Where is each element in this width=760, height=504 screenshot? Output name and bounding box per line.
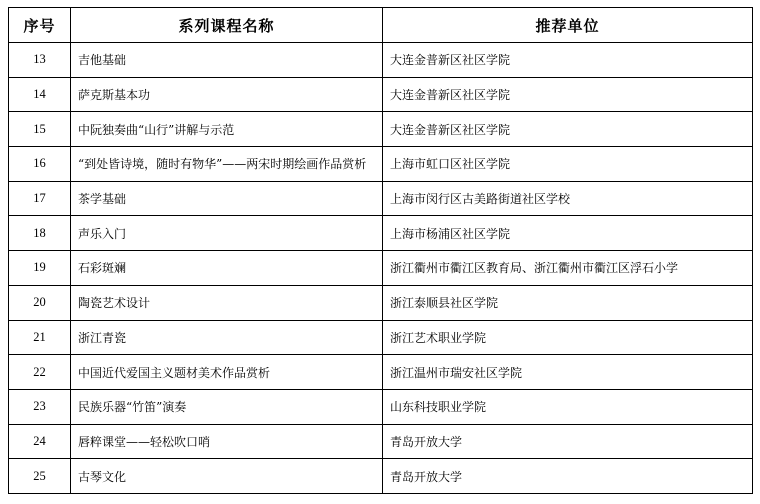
row-course: 唇粹课堂——轻松吹口哨: [71, 424, 383, 459]
row-index: 14: [9, 77, 71, 112]
table-row: [9, 147, 753, 182]
row-index: 16: [9, 147, 71, 182]
header-course: 系列课程名称: [71, 8, 383, 43]
row-course: 吉他基础: [71, 43, 383, 78]
table-row: [9, 43, 753, 78]
table-row: [9, 251, 753, 286]
row-course: 中阮独奏曲“山行”讲解与示范: [71, 112, 383, 147]
row-course: 茶学基础: [71, 181, 383, 216]
row-index: 21: [9, 320, 71, 355]
row-unit: 浙江温州市瑞安社区学院: [383, 355, 753, 390]
row-unit: 大连金普新区社区学院: [383, 43, 753, 78]
row-unit: 大连金普新区社区学院: [383, 77, 753, 112]
row-index: 23: [9, 389, 71, 424]
row-course: 萨克斯基本功: [71, 77, 383, 112]
row-unit: 青岛开放大学: [383, 459, 753, 494]
table-row: [9, 216, 753, 251]
row-course: “到处皆诗境，随时有物华”——两宋时期绘画作品赏析: [71, 147, 383, 182]
table-body: [9, 43, 753, 494]
table-row: [9, 389, 753, 424]
row-course: 声乐入门: [71, 216, 383, 251]
row-unit: 浙江衢州市衢江区教育局、浙江衢州市衢江区浮石小学: [383, 251, 753, 286]
row-unit: 上海市闵行区古美路街道社区学校: [383, 181, 753, 216]
table-row: [9, 459, 753, 494]
row-unit: 青岛开放大学: [383, 424, 753, 459]
header-row: [9, 8, 753, 43]
row-index: 18: [9, 216, 71, 251]
row-index: 25: [9, 459, 71, 494]
table-row: [9, 181, 753, 216]
table-row: [9, 355, 753, 390]
row-course: 古琴文化: [71, 459, 383, 494]
header-unit: 推荐单位: [383, 8, 753, 43]
course-table: [8, 7, 753, 494]
row-unit: 大连金普新区社区学院: [383, 112, 753, 147]
course-table-container: [8, 7, 753, 494]
header-index: 序号: [9, 8, 71, 43]
row-index: 17: [9, 181, 71, 216]
row-index: 20: [9, 285, 71, 320]
row-index: 19: [9, 251, 71, 286]
row-index: 24: [9, 424, 71, 459]
row-index: 13: [9, 43, 71, 78]
table-row: [9, 112, 753, 147]
row-unit: 上海市杨浦区社区学院: [383, 216, 753, 251]
row-course: 陶瓷艺术设计: [71, 285, 383, 320]
table-row: [9, 77, 753, 112]
table-row: [9, 285, 753, 320]
table-row: [9, 424, 753, 459]
row-unit: 上海市虹口区社区学院: [383, 147, 753, 182]
row-index: 22: [9, 355, 71, 390]
table-header: [9, 8, 753, 43]
row-course: 石彩斑斓: [71, 251, 383, 286]
row-course: 中国近代爱国主义题材美术作品赏析: [71, 355, 383, 390]
row-course: 民族乐器“竹笛”演奏: [71, 389, 383, 424]
table-row: [9, 320, 753, 355]
row-unit: 山东科技职业学院: [383, 389, 753, 424]
row-unit: 浙江艺术职业学院: [383, 320, 753, 355]
row-unit: 浙江泰顺县社区学院: [383, 285, 753, 320]
row-index: 15: [9, 112, 71, 147]
row-course: 浙江青瓷: [71, 320, 383, 355]
